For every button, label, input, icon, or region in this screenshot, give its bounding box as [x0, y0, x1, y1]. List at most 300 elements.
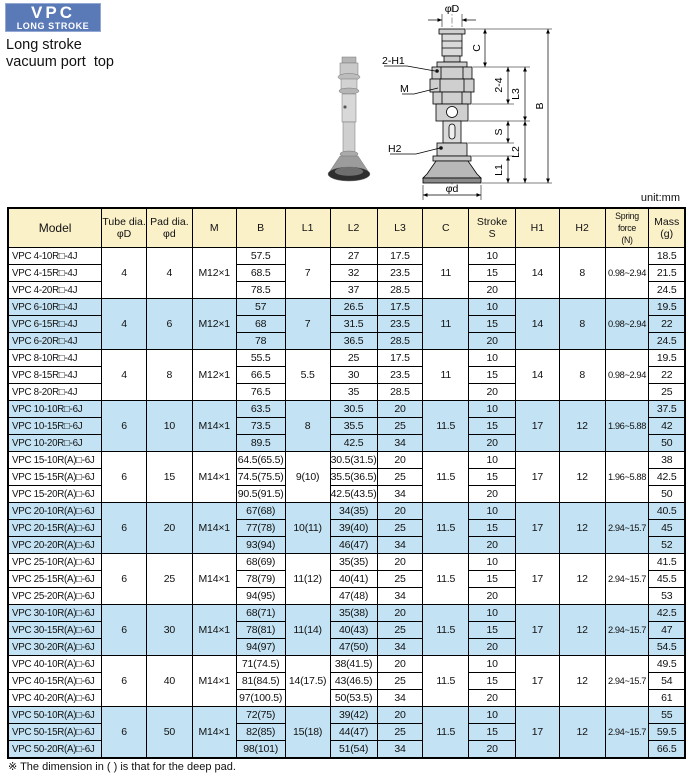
- pad-dia-cell: 15: [146, 452, 192, 503]
- mass-cell: 24.5: [649, 282, 685, 299]
- stroke-cell: 20: [469, 741, 516, 759]
- l2-cell: 42.5(43.5): [330, 486, 377, 503]
- dim-label-phiD: φD: [444, 3, 460, 15]
- col-header-h1: H1: [516, 208, 560, 248]
- model-cell: VPC 15-20R(A)□-6J: [8, 486, 102, 503]
- dim-label-l3: L3: [510, 88, 522, 100]
- tube-dia-cell: 4: [102, 299, 147, 350]
- stroke-cell: 15: [469, 673, 516, 690]
- l3-cell: 17.5: [377, 350, 423, 367]
- h2-cell: 12: [559, 656, 605, 707]
- l2-cell: 30: [330, 367, 377, 384]
- thread-cell: M12×1: [192, 248, 236, 299]
- b-cell: 81(84.5): [236, 673, 285, 690]
- mass-cell: 52: [649, 537, 685, 554]
- pad-dia-cell: 20: [146, 503, 192, 554]
- model-cell: VPC 10-15R□-6J: [8, 418, 102, 435]
- mass-cell: 41.5: [649, 554, 685, 571]
- dim-label-h2: H2: [388, 143, 402, 155]
- c-cell: 11.5: [423, 707, 469, 759]
- model-cell: VPC 30-20R(A)□-6J: [8, 639, 102, 656]
- stroke-cell: 15: [469, 469, 516, 486]
- l2-cell: 51(54): [330, 741, 377, 759]
- l1-cell: 11(14): [285, 605, 330, 656]
- l1-cell: 14(17.5): [285, 656, 330, 707]
- thread-cell: M14×1: [192, 452, 236, 503]
- stroke-cell: 10: [469, 401, 516, 418]
- h2-cell: 12: [559, 452, 605, 503]
- pad-dia-cell: 10: [146, 401, 192, 452]
- l3-cell: 20: [377, 503, 423, 520]
- stroke-cell: 10: [469, 656, 516, 673]
- b-cell: 90.5(91.5): [236, 486, 285, 503]
- l3-cell: 34: [377, 690, 423, 707]
- mass-cell: 42: [649, 418, 685, 435]
- l3-cell: 34: [377, 435, 423, 452]
- l2-cell: 50(53.5): [330, 690, 377, 707]
- tube-dia-cell: 6: [102, 605, 147, 656]
- tube-dia-cell: 6: [102, 401, 147, 452]
- spec-row: [8, 554, 685, 571]
- l3-cell: 20: [377, 656, 423, 673]
- l2-cell: 38(41.5): [330, 656, 377, 673]
- c-cell: 11.5: [423, 401, 469, 452]
- spec-table-body: [8, 248, 685, 759]
- spring-cell: 0.98~2.94: [605, 350, 649, 401]
- b-cell: 82(85): [236, 724, 285, 741]
- b-cell: 78(79): [236, 571, 285, 588]
- b-cell: 78(81): [236, 622, 285, 639]
- mass-cell: 42.5: [649, 469, 685, 486]
- b-cell: 68(71): [236, 605, 285, 622]
- spec-row: [8, 656, 685, 673]
- b-cell: 97(100.5): [236, 690, 285, 707]
- pad-dia-cell: 4: [146, 248, 192, 299]
- l1-cell: 8: [285, 401, 330, 452]
- h2-cell: 8: [559, 350, 605, 401]
- stroke-cell: 10: [469, 605, 516, 622]
- mass-cell: 66.5: [649, 741, 685, 759]
- stroke-cell: 20: [469, 282, 516, 299]
- h2-cell: 12: [559, 605, 605, 656]
- l2-cell: 46(47): [330, 537, 377, 554]
- model-cell: VPC 4-15R□-4J: [8, 265, 102, 282]
- mass-cell: 37.5: [649, 401, 685, 418]
- logo-brand-text: VPC: [31, 3, 75, 22]
- l3-cell: 34: [377, 741, 423, 759]
- pad-dia-cell: 25: [146, 554, 192, 605]
- l3-cell: 28.5: [377, 333, 423, 350]
- dim-label-2h1: 2-H1: [382, 55, 405, 67]
- stroke-cell: 15: [469, 520, 516, 537]
- dim-label-s: S: [493, 128, 505, 136]
- l2-cell: 35(38): [330, 605, 377, 622]
- tube-dia-cell: 6: [102, 503, 147, 554]
- stroke-cell: 10: [469, 707, 516, 724]
- h2-cell: 12: [559, 401, 605, 452]
- l3-cell: 25: [377, 469, 423, 486]
- mass-cell: 40.5: [649, 503, 685, 520]
- stroke-cell: 15: [469, 622, 516, 639]
- product-subtitle: [6, 37, 114, 71]
- dim-label-24: 2-4: [493, 77, 505, 93]
- h1-cell: 17: [516, 605, 560, 656]
- l2-cell: 25: [330, 350, 377, 367]
- b-cell: 63.5: [236, 401, 285, 418]
- mass-cell: 53: [649, 588, 685, 605]
- b-cell: 57.5: [236, 248, 285, 265]
- h2-cell: 12: [559, 707, 605, 759]
- l2-cell: 37: [330, 282, 377, 299]
- spec-row: [8, 350, 685, 367]
- c-cell: 11.5: [423, 503, 469, 554]
- model-cell: VPC 8-20R□-4J: [8, 384, 102, 401]
- l3-cell: 17.5: [377, 248, 423, 265]
- stroke-cell: 15: [469, 316, 516, 333]
- spring-cell: 2.94~15.7: [605, 554, 649, 605]
- col-header-c: C: [423, 208, 469, 248]
- col-header-h2: H2: [559, 208, 605, 248]
- stroke-cell: 10: [469, 554, 516, 571]
- mass-cell: 54.5: [649, 639, 685, 656]
- b-cell: 94(95): [236, 588, 285, 605]
- dim-label-m: M: [400, 83, 409, 95]
- model-cell: VPC 25-20R(A)□-6J: [8, 588, 102, 605]
- stroke-cell: 15: [469, 367, 516, 384]
- pad-dia-cell: 8: [146, 350, 192, 401]
- h1-cell: 17: [516, 656, 560, 707]
- mass-cell: 55: [649, 707, 685, 724]
- col-header-mass: Mass (g): [649, 208, 685, 248]
- spring-cell: 0.98~2.94: [605, 248, 649, 299]
- pad-dia-cell: 6: [146, 299, 192, 350]
- h1-cell: 14: [516, 350, 560, 401]
- mass-cell: 18.5: [649, 248, 685, 265]
- l1-cell: 11(12): [285, 554, 330, 605]
- b-cell: 67(68): [236, 503, 285, 520]
- mass-cell: 49.5: [649, 656, 685, 673]
- model-cell: VPC 10-20R□-6J: [8, 435, 102, 452]
- stroke-cell: 20: [469, 435, 516, 452]
- model-cell: VPC 15-15R(A)□-6J: [8, 469, 102, 486]
- h1-cell: 17: [516, 554, 560, 605]
- col-header-m: M: [192, 208, 236, 248]
- l3-cell: 34: [377, 486, 423, 503]
- model-cell: VPC 30-10R(A)□-6J: [8, 605, 102, 622]
- b-cell: 93(94): [236, 537, 285, 554]
- l2-cell: 39(40): [330, 520, 377, 537]
- spec-row: [8, 299, 685, 316]
- mass-cell: 22: [649, 316, 685, 333]
- l2-cell: 47(48): [330, 588, 377, 605]
- col-header-b: B: [236, 208, 285, 248]
- l2-cell: 36.5: [330, 333, 377, 350]
- b-cell: 72(75): [236, 707, 285, 724]
- b-cell: 98(101): [236, 741, 285, 759]
- thread-cell: M14×1: [192, 605, 236, 656]
- l3-cell: 23.5: [377, 367, 423, 384]
- dim-label-c: C: [471, 44, 483, 52]
- b-cell: 57: [236, 299, 285, 316]
- mass-cell: 25: [649, 384, 685, 401]
- stroke-cell: 15: [469, 724, 516, 741]
- header-row: [8, 208, 685, 248]
- mass-cell: 59.5: [649, 724, 685, 741]
- h2-cell: 12: [559, 503, 605, 554]
- stroke-cell: 10: [469, 299, 516, 316]
- stroke-cell: 20: [469, 639, 516, 656]
- c-cell: 11.5: [423, 656, 469, 707]
- pad-dia-cell: 50: [146, 707, 192, 759]
- mass-cell: 61: [649, 690, 685, 707]
- spring-cell: 2.94~15.7: [605, 503, 649, 554]
- l2-cell: 40(41): [330, 571, 377, 588]
- model-cell: VPC 6-10R□-4J: [8, 299, 102, 316]
- mass-cell: 42.5: [649, 605, 685, 622]
- spec-row: [8, 605, 685, 622]
- spec-row: [8, 452, 685, 469]
- spring-cell: 0.98~2.94: [605, 299, 649, 350]
- model-cell: VPC 6-20R□-4J: [8, 333, 102, 350]
- tube-dia-cell: 6: [102, 656, 147, 707]
- l2-cell: 40(43): [330, 622, 377, 639]
- col-header-l1: L1: [285, 208, 330, 248]
- mass-cell: 50: [649, 486, 685, 503]
- stroke-cell: 15: [469, 265, 516, 282]
- tube-dia-cell: 4: [102, 350, 147, 401]
- l3-cell: 25: [377, 571, 423, 588]
- h1-hole: [435, 69, 439, 73]
- l3-cell: 20: [377, 707, 423, 724]
- l2-cell: 32: [330, 265, 377, 282]
- dimension-diagram: [380, 0, 650, 206]
- spring-cell: 2.94~15.7: [605, 656, 649, 707]
- l2-cell: 27: [330, 248, 377, 265]
- stroke-cell: 20: [469, 384, 516, 401]
- stroke-cell: 20: [469, 486, 516, 503]
- model-cell: VPC 30-15R(A)□-6J: [8, 622, 102, 639]
- spec-table: [7, 207, 686, 759]
- spec-row: [8, 707, 685, 724]
- l3-cell: 20: [377, 554, 423, 571]
- thread-cell: M12×1: [192, 350, 236, 401]
- l1-cell: 7: [285, 299, 330, 350]
- vpc-logo: [5, 3, 101, 32]
- model-cell: VPC 8-10R□-4J: [8, 350, 102, 367]
- l3-cell: 34: [377, 639, 423, 656]
- mass-cell: 19.5: [649, 350, 685, 367]
- spring-cell: 1.96~5.88: [605, 452, 649, 503]
- l2-cell: 39(42): [330, 707, 377, 724]
- b-cell: 64.5(65.5): [236, 452, 285, 469]
- model-cell: VPC 40-10R(A)□-6J: [8, 656, 102, 673]
- col-header-stroke: Stroke S: [469, 208, 516, 248]
- h2-cell: 8: [559, 299, 605, 350]
- l2-cell: 31.5: [330, 316, 377, 333]
- tube-dia-cell: 6: [102, 707, 147, 759]
- l3-cell: 20: [377, 605, 423, 622]
- model-cell: VPC 25-15R(A)□-6J: [8, 571, 102, 588]
- mass-cell: 54: [649, 673, 685, 690]
- b-cell: 77(78): [236, 520, 285, 537]
- l3-cell: 25: [377, 520, 423, 537]
- h1-cell: 14: [516, 299, 560, 350]
- b-cell: 78: [236, 333, 285, 350]
- col-header-model: Model: [8, 208, 102, 248]
- b-cell: 94(97): [236, 639, 285, 656]
- l2-cell: 42.5: [330, 435, 377, 452]
- l3-cell: 20: [377, 401, 423, 418]
- h1-cell: 17: [516, 707, 560, 759]
- mass-cell: 24.5: [649, 333, 685, 350]
- thread-cell: M14×1: [192, 554, 236, 605]
- l2-cell: 26.5: [330, 299, 377, 316]
- l2-cell: 35.5: [330, 418, 377, 435]
- b-cell: 68(69): [236, 554, 285, 571]
- stroke-cell: 20: [469, 588, 516, 605]
- spec-row: [8, 503, 685, 520]
- mass-cell: 21.5: [649, 265, 685, 282]
- l2-cell: 34(35): [330, 503, 377, 520]
- l2-cell: 43(46.5): [330, 673, 377, 690]
- c-cell: 11.5: [423, 554, 469, 605]
- model-cell: VPC 20-10R(A)□-6J: [8, 503, 102, 520]
- b-cell: 68.5: [236, 265, 285, 282]
- subtitle-line1: Long stroke: [6, 37, 82, 53]
- thread-cell: M14×1: [192, 707, 236, 759]
- thread-cell: M12×1: [192, 299, 236, 350]
- stroke-cell: 10: [469, 350, 516, 367]
- l2-cell: 47(50): [330, 639, 377, 656]
- tube-dia-cell: 6: [102, 554, 147, 605]
- b-cell: 66.5: [236, 367, 285, 384]
- mass-cell: 38: [649, 452, 685, 469]
- l2-cell: 35.5(36.5): [330, 469, 377, 486]
- dim-label-l2: L2: [510, 146, 522, 158]
- stroke-cell: 10: [469, 503, 516, 520]
- col-header-tube-dia: Tube dia. φD: [102, 208, 147, 248]
- l3-cell: 25: [377, 622, 423, 639]
- mass-cell: 19.5: [649, 299, 685, 316]
- b-cell: 74.5(75.5): [236, 469, 285, 486]
- model-cell: VPC 50-10R(A)□-6J: [8, 707, 102, 724]
- l2-cell: 35(35): [330, 554, 377, 571]
- stroke-cell: 20: [469, 333, 516, 350]
- stroke-cell: 10: [469, 452, 516, 469]
- col-header-l3: L3: [377, 208, 423, 248]
- unit-label: unit:mm: [640, 192, 680, 204]
- b-cell: 78.5: [236, 282, 285, 299]
- model-cell: VPC 20-15R(A)□-6J: [8, 520, 102, 537]
- dim-label-phid: φd: [445, 183, 459, 195]
- model-cell: VPC 25-10R(A)□-6J: [8, 554, 102, 571]
- spring-cell: 2.94~15.7: [605, 707, 649, 759]
- l3-cell: 25: [377, 673, 423, 690]
- model-cell: VPC 4-20R□-4J: [8, 282, 102, 299]
- b-cell: 76.5: [236, 384, 285, 401]
- c-cell: 11.5: [423, 605, 469, 656]
- mass-cell: 22: [649, 367, 685, 384]
- l3-cell: 34: [377, 588, 423, 605]
- h1-cell: 17: [516, 401, 560, 452]
- thread-cell: M14×1: [192, 503, 236, 554]
- l2-cell: 30.5: [330, 401, 377, 418]
- model-cell: VPC 20-20R(A)□-6J: [8, 537, 102, 554]
- model-cell: VPC 50-20R(A)□-6J: [8, 741, 102, 759]
- stroke-cell: 20: [469, 690, 516, 707]
- model-cell: VPC 50-15R(A)□-6J: [8, 724, 102, 741]
- dim-label-l1: L1: [493, 164, 505, 176]
- stroke-cell: 15: [469, 418, 516, 435]
- l1-cell: 15(18): [285, 707, 330, 759]
- mass-cell: 45: [649, 520, 685, 537]
- stroke-cell: 10: [469, 248, 516, 265]
- dim-label-b: B: [534, 102, 546, 110]
- col-header-spring-force: Spring force (N): [605, 208, 649, 248]
- l1-cell: 5.5: [285, 350, 330, 401]
- logo-long-stroke-text: LONG STROKE: [16, 21, 90, 31]
- l3-cell: 25: [377, 724, 423, 741]
- l3-cell: 20: [377, 452, 423, 469]
- pad-dia-cell: 30: [146, 605, 192, 656]
- c-cell: 11: [423, 299, 469, 350]
- l3-cell: 23.5: [377, 265, 423, 282]
- spring-cell: 1.96~5.88: [605, 401, 649, 452]
- model-cell: VPC 40-20R(A)□-6J: [8, 690, 102, 707]
- model-cell: VPC 15-10R(A)□-6J: [8, 452, 102, 469]
- l2-cell: 35: [330, 384, 377, 401]
- b-cell: 73.5: [236, 418, 285, 435]
- l2-cell: 30.5(31.5): [330, 452, 377, 469]
- col-header-pad-dia: Pad dia. φd: [146, 208, 192, 248]
- model-cell: VPC 6-15R□-4J: [8, 316, 102, 333]
- l1-cell: 9(10): [285, 452, 330, 503]
- thread-cell: M14×1: [192, 656, 236, 707]
- thread-cell: M14×1: [192, 401, 236, 452]
- h2-cell: 12: [559, 554, 605, 605]
- b-cell: 71(74.5): [236, 656, 285, 673]
- b-cell: 55.5: [236, 350, 285, 367]
- l1-cell: 7: [285, 248, 330, 299]
- l3-cell: 23.5: [377, 316, 423, 333]
- mass-cell: 50: [649, 435, 685, 452]
- subtitle-line2: vacuum port top: [6, 54, 114, 70]
- spec-row: [8, 248, 685, 265]
- stroke-cell: 20: [469, 537, 516, 554]
- b-cell: 89.5: [236, 435, 285, 452]
- h1-cell: 14: [516, 248, 560, 299]
- l3-cell: 17.5: [377, 299, 423, 316]
- h1-cell: 17: [516, 503, 560, 554]
- footnote: ※ The dimension in ( ) is that for the deep pad.: [8, 761, 236, 773]
- model-cell: VPC 8-15R□-4J: [8, 367, 102, 384]
- stroke-cell: 15: [469, 571, 516, 588]
- h2-cell: 8: [559, 248, 605, 299]
- model-cell: VPC 40-15R(A)□-6J: [8, 673, 102, 690]
- mass-cell: 47: [649, 622, 685, 639]
- l3-cell: 25: [377, 418, 423, 435]
- l3-cell: 28.5: [377, 384, 423, 401]
- tube-dia-cell: 6: [102, 452, 147, 503]
- l2-cell: 44(47): [330, 724, 377, 741]
- tube-dia-cell: 4: [102, 248, 147, 299]
- l3-cell: 28.5: [377, 282, 423, 299]
- mass-cell: 45.5: [649, 571, 685, 588]
- h1-cell: 17: [516, 452, 560, 503]
- model-cell: VPC 4-10R□-4J: [8, 248, 102, 265]
- c-cell: 11: [423, 350, 469, 401]
- l1-cell: 10(11): [285, 503, 330, 554]
